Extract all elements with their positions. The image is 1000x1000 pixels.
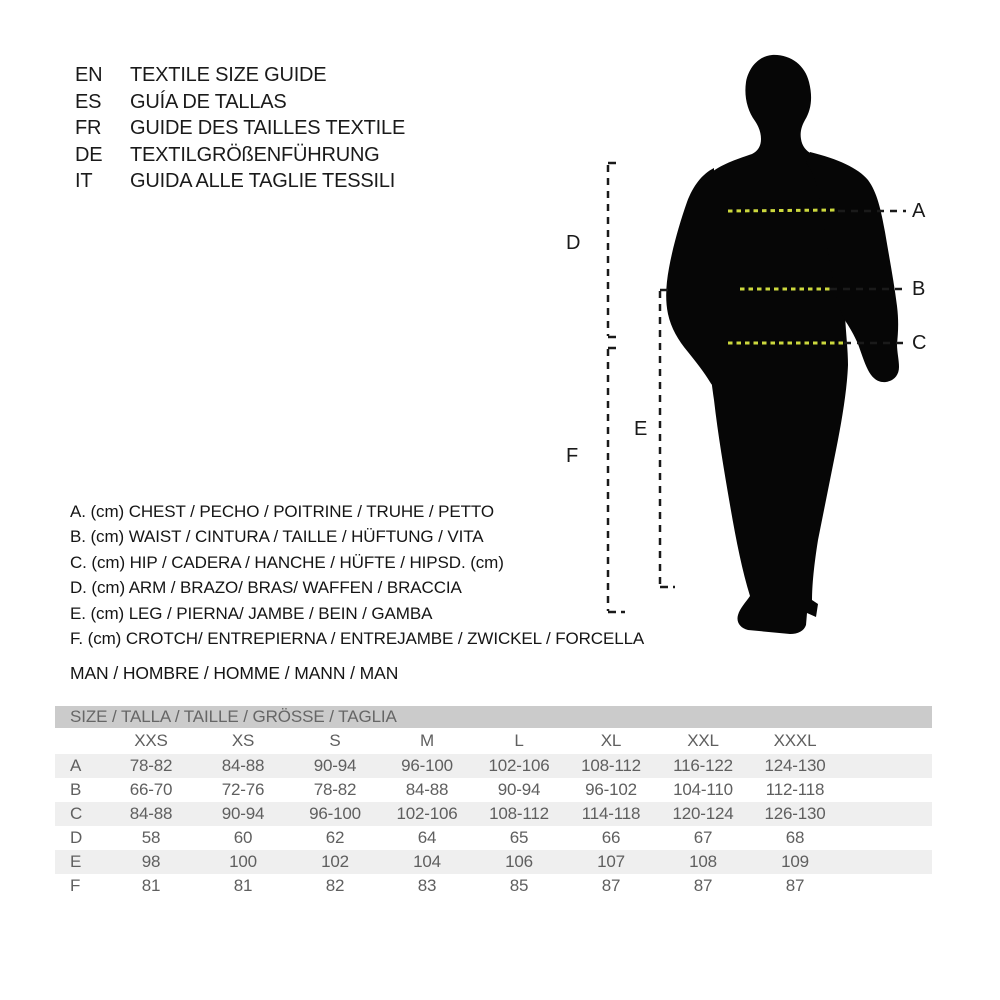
column-header: XXS xyxy=(134,731,168,750)
title-row-de xyxy=(75,142,405,169)
title-row-en xyxy=(75,62,405,89)
table-cell: 87 xyxy=(785,876,805,895)
table-cell: 60 xyxy=(233,828,253,847)
size-table-title-bar: SIZE / TALLA / TAILLE / GRÖSSE / TAGLIA xyxy=(55,706,932,728)
table-row-f xyxy=(55,874,932,898)
table-cell: 102 xyxy=(321,852,349,871)
table-cell: 67 xyxy=(693,828,713,847)
table-cell: 85 xyxy=(509,876,529,895)
title-text: GUIDA ALLE TAGLIE TESSILI xyxy=(130,170,396,192)
lang-code: DE xyxy=(75,143,103,166)
table-cell: 64 xyxy=(417,828,437,847)
table-row-b xyxy=(55,778,932,802)
column-header: M xyxy=(420,731,434,750)
table-cell: 90-94 xyxy=(313,756,357,775)
title-text: TEXTILGRÖßENFÜHRUNG xyxy=(130,143,380,166)
table-cell: 65 xyxy=(509,828,529,847)
title-row-it xyxy=(75,168,405,195)
table-cell: 120-124 xyxy=(672,804,734,823)
table-row-d xyxy=(55,826,932,850)
table-cell: 102-106 xyxy=(396,804,458,823)
man-left-arm xyxy=(666,168,734,390)
title-text: TEXTILE SIZE GUIDE xyxy=(130,64,327,86)
table-cell: 104 xyxy=(413,852,441,871)
table-cell: 90-94 xyxy=(221,804,265,823)
row-label: A xyxy=(70,756,82,775)
table-cell: 82 xyxy=(325,876,345,895)
table-cell: 109 xyxy=(781,852,809,871)
table-cell: 58 xyxy=(141,828,161,847)
table-cell: 107 xyxy=(597,852,625,871)
table-cell: 78-82 xyxy=(313,780,357,799)
language-title-block xyxy=(75,62,405,195)
legend-line-a: A. (cm) CHEST / PECHO / POITRINE / TRUHE / PETTO xyxy=(70,502,495,521)
lang-code: ES xyxy=(75,90,102,113)
size-table xyxy=(55,706,932,898)
man-silhouette xyxy=(697,55,860,634)
legend-line-b: B. (cm) WAIST / CINTURA / TAILLE / HÜFTUNG / VITA xyxy=(70,527,484,547)
column-header: XXXL xyxy=(773,731,817,750)
table-cell: 108 xyxy=(689,852,717,871)
table-cell: 98 xyxy=(141,852,161,871)
table-cell: 104-110 xyxy=(673,780,733,799)
table-cell: 72-76 xyxy=(221,780,265,799)
column-header: XXL xyxy=(687,731,719,750)
lang-code: EN xyxy=(75,64,103,86)
table-cell: 100 xyxy=(229,852,257,871)
table-cell: 96-100 xyxy=(309,804,361,823)
legend-line-d: D. (cm) ARM / BRAZO/ BRAS/ WAFFEN / BRACCIA xyxy=(70,578,462,598)
measure-label-f: F xyxy=(566,445,579,467)
table-row-e xyxy=(55,850,932,874)
column-header: S xyxy=(329,731,341,750)
table-cell: 78-82 xyxy=(129,756,173,775)
table-cell: 87 xyxy=(693,876,713,895)
table-cell: 108-112 xyxy=(581,756,641,775)
lang-code: IT xyxy=(75,170,93,192)
category-man-label: MAN / HOMBRE / HOMME / MANN / MAN xyxy=(70,663,399,683)
measure-line-a-body xyxy=(728,210,838,211)
table-cell: 108-112 xyxy=(489,804,549,823)
measure-label-d: D xyxy=(566,232,581,254)
legend-line-f: F. (cm) CROTCH/ ENTREPIERNA / ENTREJAMBE / ZWICKEL / FORCELLA xyxy=(70,629,645,649)
table-cell: 66 xyxy=(601,828,621,847)
table-cell: 84-88 xyxy=(129,804,173,823)
table-cell: 116-122 xyxy=(673,756,733,775)
title-row-fr xyxy=(75,115,405,142)
row-label: D xyxy=(70,828,83,847)
table-cell: 124-130 xyxy=(764,756,826,775)
column-header: XL xyxy=(600,731,622,750)
table-cell: 87 xyxy=(601,876,621,895)
table-cell: 126-130 xyxy=(764,804,826,823)
measurement-legend xyxy=(70,499,644,651)
legend-line-c: C. (cm) HIP / CADERA / HANCHE / HÜFTE / HIPSD. (cm) xyxy=(70,552,504,572)
table-cell: 68 xyxy=(785,828,805,847)
table-cell: 102-106 xyxy=(488,756,550,775)
legend-line-e: E. (cm) LEG / PIERNA/ JAMBE / BEIN / GAMBA xyxy=(70,603,433,623)
measure-label-c: C xyxy=(912,332,927,354)
table-row-a xyxy=(55,754,932,778)
title-row-es xyxy=(75,89,405,116)
row-label: C xyxy=(70,804,83,823)
table-cell: 81 xyxy=(233,876,253,895)
table-cell: 96-102 xyxy=(585,780,637,799)
table-cell: 114-118 xyxy=(581,804,641,823)
table-cell: 83 xyxy=(417,876,437,895)
table-cell: 84-88 xyxy=(405,780,449,799)
measure-label-a: A xyxy=(912,200,926,222)
title-text: GUÍA DE TALLAS xyxy=(130,90,287,113)
row-label: F xyxy=(70,876,81,895)
measure-label-b: B xyxy=(912,278,926,300)
table-cell: 90-94 xyxy=(497,780,541,799)
column-header: XS xyxy=(231,731,255,750)
row-label: E xyxy=(70,852,82,871)
table-cell: 81 xyxy=(141,876,161,895)
row-label: B xyxy=(70,780,82,799)
title-text: GUIDE DES TAILLES TEXTILE xyxy=(130,117,406,139)
lang-code: FR xyxy=(75,117,102,139)
column-header: L xyxy=(514,731,524,750)
table-cell: 66-70 xyxy=(129,780,173,799)
size-table-column-headers xyxy=(55,728,932,754)
table-row-c xyxy=(55,802,932,826)
measure-label-e: E xyxy=(634,418,648,440)
table-cell: 112-118 xyxy=(765,780,825,799)
man-right-arm xyxy=(806,152,899,382)
table-cell: 84-88 xyxy=(221,756,265,775)
table-cell: 96-100 xyxy=(401,756,453,775)
table-cell: 106 xyxy=(505,852,533,871)
table-cell: 62 xyxy=(325,828,345,847)
